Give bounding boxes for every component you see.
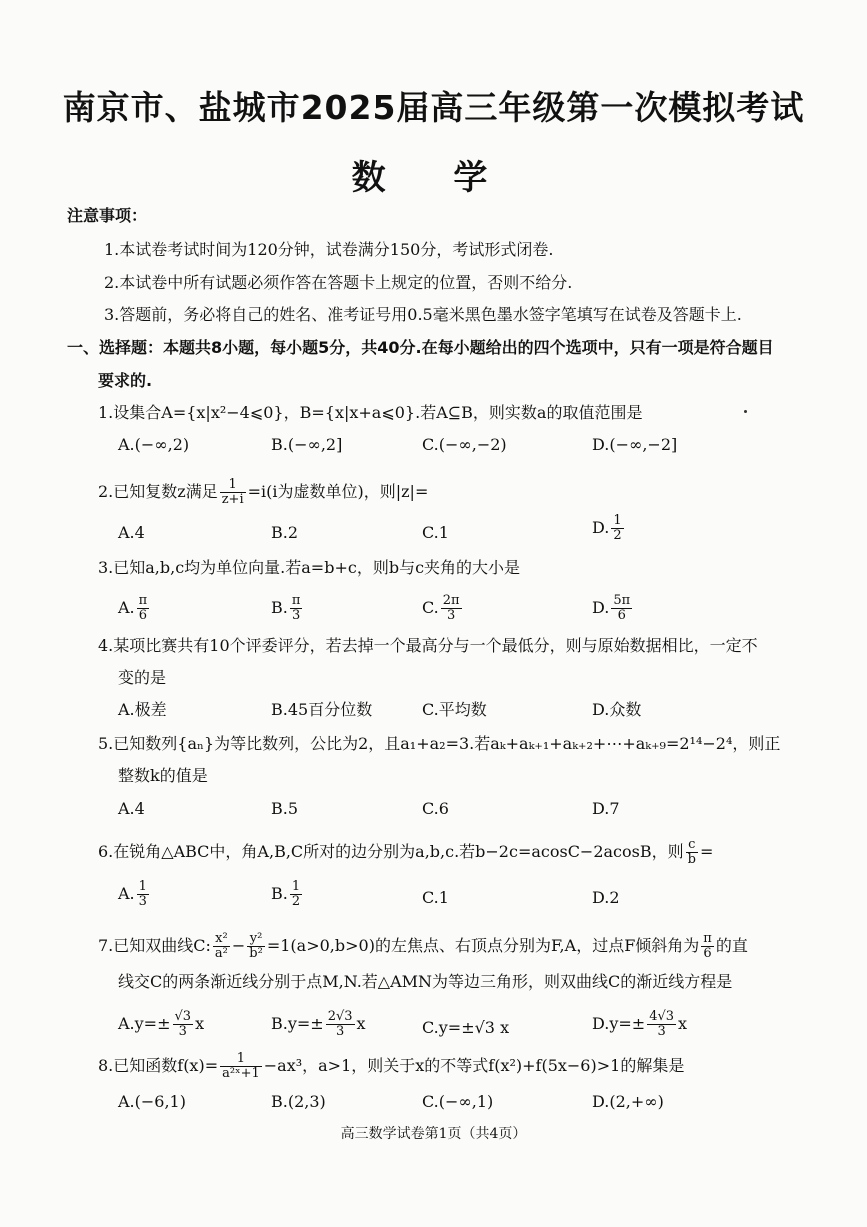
question-5-option-d: D.7 — [592, 799, 620, 818]
question-4-stem-cont: 变的是 — [118, 668, 167, 687]
section-1-heading-cont: 要求的. — [98, 371, 153, 390]
question-1-option-c: C.(−∞,−2) — [422, 435, 507, 454]
question-2-stem-before: 2.已知复数z满足 — [98, 482, 218, 501]
question-2-fraction: $\frac{1}{z+i}$ — [221, 477, 244, 507]
question-1-option-b: B.(−∞,2] — [271, 435, 343, 454]
question-4-option-d: D.众数 — [592, 700, 642, 719]
question-8-option-d: D.(2,+∞) — [592, 1092, 664, 1111]
question-6-option-b: B. $\frac{1}{2}$ — [271, 879, 301, 909]
question-6-option-c: C.1 — [422, 888, 449, 907]
question-3-option-b: B. $\frac{\pi}{3}$ — [271, 593, 301, 623]
scan-speck — [744, 410, 747, 413]
question-8-stem: 8.已知函数f(x)= $\frac{1}{\text{a²ˣ+1}}$ −ax³，a>1，则关于x的不等式f(x²)+f(5x−6)>1的解集是 — [98, 1051, 685, 1081]
question-3-option-a: A. $\frac{\pi}{6}$ — [118, 593, 148, 623]
question-7-stem: 7.已知双曲线C: $\frac{\text{x²}}{\text{a²}}$ − $\frac{\text{y²}}{\text{b²}}$ =1(a>0,b>0)的左焦点、右顶点分别为F,A，过点F倾斜角为 $\frac{\pi}{6}$ 的直 — [98, 931, 748, 961]
question-7-option-a: A.y=± $\frac{√3}{3}$ x — [118, 1009, 205, 1039]
question-8-option-a: A.(−6,1) — [118, 1092, 186, 1111]
section-1-heading: 一、选择题：本题共8小题，每小题5分，共40分.在每小题给出的四个选项中，只有一项是符合题目 — [67, 338, 774, 357]
question-5-stem-cont: 整数k的值是 — [118, 766, 208, 785]
exam-title: 南京市、盐城市2025届高三年级第一次模拟考试 — [62, 88, 805, 127]
question-2-stem-after: =i(i为虚数单位)，则|z|= — [247, 482, 429, 501]
question-2-option-a: A.4 — [118, 523, 145, 542]
question-7-stem-cont: 线交C的两条渐近线分别于点M,N.若△AMN为等边三角形，则双曲线C的渐近线方程是 — [118, 972, 733, 991]
question-3-option-c: C. $\frac{2\pi}{3}$ — [422, 593, 460, 623]
question-6-fraction: $\frac{c}{b}$ — [687, 837, 696, 867]
question-5-option-b: B.5 — [271, 799, 299, 818]
question-2-option-c: C.1 — [422, 523, 449, 542]
page-footer: 高三数学试卷第1页（共4页） — [340, 1126, 527, 1142]
question-4-option-c: C.平均数 — [422, 700, 487, 719]
question-7-option-b: B.y=± $\frac{2√3}{3}$ x — [271, 1009, 366, 1039]
question-6-stem: 6.在锐角△ABC中，角A,B,C所对的边分别为a,b,c.若b−2c=acosC−2acosB，则 $\frac{c}{b}$ = — [98, 837, 714, 867]
question-6-option-a: A. $\frac{1}{3}$ — [118, 879, 147, 909]
question-1-stem: 1.设集合A={x|x²−4⩽0}，B={x|x+a⩽0}.若A⊆B，则实数a的取值范围是 — [98, 403, 643, 422]
question-7-option-d: D.y=± $\frac{4√3}{3}$ x — [592, 1009, 688, 1039]
question-7-option-c: C.y=±√3 x — [422, 1018, 510, 1037]
question-3-stem: 3.已知a,b,c均为单位向量.若a=b+c，则b与c夹角的大小是 — [98, 558, 521, 577]
notice-item-1: 1.本试卷考试时间为120分钟，试卷满分150分，考试形式闭卷. — [104, 240, 554, 259]
question-8-option-b: B.(2,3) — [271, 1092, 326, 1111]
notice-item-2: 2.本试卷中所有试题必须作答在答题卡上规定的位置，否则不给分. — [104, 273, 573, 292]
question-5-option-c: C.6 — [422, 799, 449, 818]
question-4-option-b: B.45百分位数 — [271, 700, 373, 719]
question-1-option-d: D.(−∞,−2] — [592, 435, 678, 454]
question-1-option-a: A.(−∞,2) — [118, 435, 190, 454]
question-6-option-d: D.2 — [592, 888, 620, 907]
question-8-option-c: C.(−∞,1) — [422, 1092, 494, 1111]
notice-heading: 注意事项： — [67, 206, 148, 225]
question-3-option-d: D. $\frac{5\pi}{6}$ — [592, 593, 631, 623]
question-2-option-b: B.2 — [271, 523, 299, 542]
subject-title: 数 学 — [351, 158, 516, 198]
question-5-option-a: A.4 — [118, 799, 145, 818]
notice-item-3: 3.答题前，务必将自己的姓名、准考证号用0.5毫米黑色墨水签字笔填写在试卷及答题卡上. — [104, 305, 742, 324]
question-4-option-a: A.极差 — [118, 700, 167, 719]
question-2-option-d: D. $\frac{1}{2}$ — [592, 513, 622, 543]
question-2-stem — [98, 478, 428, 507]
question-5-stem: 5.已知数列{aₙ}为等比数列，公比为2，且a₁+a₂=3.若aₖ+aₖ₊₁+aₖ₊₂+⋯+aₖ₊₉=2¹⁴−2⁴，则正 — [98, 734, 781, 753]
question-4-stem: 4.某项比赛共有10个评委评分，若去掉一个最高分与一个最低分，则与原始数据相比，一定不 — [98, 636, 758, 655]
